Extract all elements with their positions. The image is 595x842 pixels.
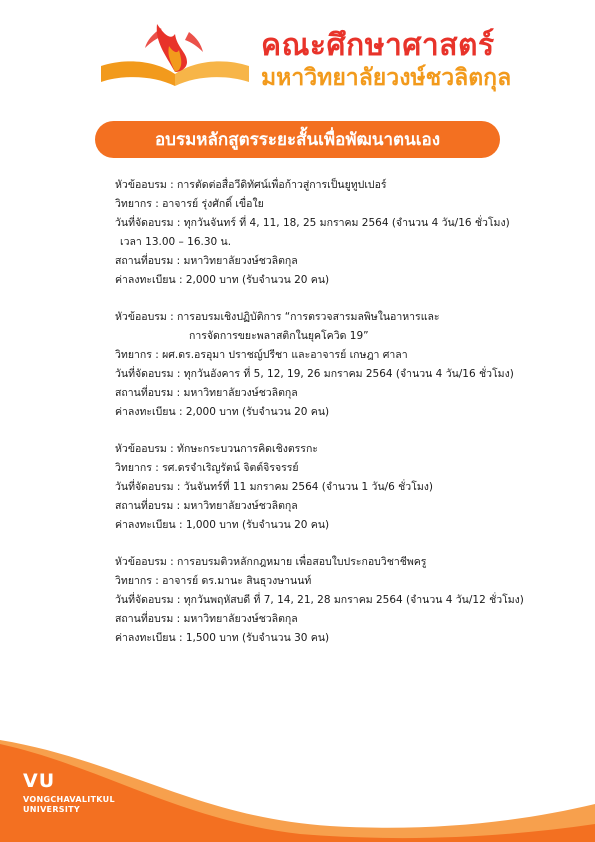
course-topic: หัวข้ออบรม : ทักษะกระบวนการคิดเชิงตรรกะ bbox=[115, 443, 318, 455]
course-date: วันที่จัดอบรม : ทุกวันพฤหัสบดี ที่ 7, 14, 21, 28 มกราคม 2564 (จำนวน 4 วัน/12 ชั่วโมง) bbox=[115, 594, 524, 606]
course-item bbox=[115, 308, 575, 422]
university-logo-mark: VU bbox=[23, 770, 56, 792]
course-date: วันที่จัดอบรม : ทุกวันจันทร์ ที่ 4, 11, 18, 25 มกราคม 2564 (จำนวน 4 วัน/16 ชั่วโมง) bbox=[115, 217, 510, 229]
course-item bbox=[115, 553, 575, 648]
course-fee: ค่าลงทะเบียน : 1,000 บาท (รับจำนวน 20 คน) bbox=[115, 519, 330, 531]
page-title-banner bbox=[95, 121, 500, 158]
course-topic: หัวข้ออบรม : การอบรมเชิงปฏิบัติการ “การตรวจสารมลพิษในอาหารและ bbox=[115, 311, 440, 323]
course-topic: หัวข้ออบรม : การอบรมติวหลักกฎหมาย เพื่อสอบใบประกอบวิชาชีพครู bbox=[115, 556, 427, 568]
faculty-name: คณะศึกษาศาสตร์ bbox=[261, 28, 495, 63]
course-venue: สถานที่อบรม : มหาวิทยาลัยวงษ์ชวลิตกุล bbox=[115, 500, 298, 512]
course-lecturer: วิทยากร : รศ.ดรจำเริญรัตน์ จิตต์จิรจรรย์ bbox=[115, 462, 299, 474]
course-venue: สถานที่อบรม : มหาวิทยาลัยวงษ์ชวลิตกุล bbox=[115, 255, 298, 267]
course-list bbox=[115, 176, 575, 666]
course-date: วันที่จัดอบรม : วันจันทร์ที่ 11 มกราคม 2564 (จำนวน 1 วัน/6 ชั่วโมง) bbox=[115, 481, 433, 493]
course-fee: ค่าลงทะเบียน : 1,500 บาท (รับจำนวน 30 คน) bbox=[115, 632, 330, 644]
course-topic: หัวข้ออบรม : การตัดต่อสื่อวีดิทัศน์เพื่อก้าวสู่การเป็นยูทูปเปอร์ bbox=[115, 179, 387, 191]
course-item bbox=[115, 176, 575, 290]
course-fee: ค่าลงทะเบียน : 2,000 บาท (รับจำนวน 20 คน) bbox=[115, 274, 330, 286]
course-fee: ค่าลงทะเบียน : 2,000 บาท (รับจำนวน 20 คน) bbox=[115, 406, 330, 418]
university-name: มหาวิทยาลัยวงษ์ชวลิตกุล bbox=[261, 65, 512, 91]
course-item bbox=[115, 440, 575, 535]
course-venue: สถานที่อบรม : มหาวิทยาลัยวงษ์ชวลิตกุล bbox=[115, 613, 298, 625]
course-lecturer: วิทยากร : ผศ.ดร.อรอุมา ปราชญ์ปรีชา และอาจารย์ เกษฎา ศาลา bbox=[115, 349, 408, 361]
university-logo-line2: UNIVERSITY bbox=[23, 805, 80, 814]
university-logo-text bbox=[23, 795, 115, 815]
university-logo-line1: VONGCHAVALITKUL bbox=[23, 795, 115, 804]
course-venue: สถานที่อบรม : มหาวิทยาลัยวงษ์ชวลิตกุล bbox=[115, 387, 298, 399]
open-book-flame-icon bbox=[95, 14, 255, 90]
faculty-logo bbox=[95, 14, 515, 90]
page-title: อบรมหลักสูตรระยะสั้นเพื่อพัฒนาตนเอง bbox=[154, 130, 441, 150]
course-lecturer: วิทยากร : อาจารย์ ดร.มานะ สินธุวงษานนท์ bbox=[115, 575, 312, 587]
course-date: วันที่จัดอบรม : ทุกวันอังคาร ที่ 5, 12, 19, 26 มกราคม 2564 (จำนวน 4 วัน/16 ชั่วโมง) bbox=[115, 368, 514, 380]
course-topic-continued: การจัดการขยะพลาสติกในยุคโควิด 19” bbox=[189, 330, 369, 342]
course-lecturer: วิทยากร : อาจารย์ รุ่งศักดิ์ เขื่อใย bbox=[115, 198, 264, 210]
footer-wave bbox=[0, 700, 595, 842]
course-time: เวลา 13.00 – 16.30 น. bbox=[120, 236, 232, 248]
